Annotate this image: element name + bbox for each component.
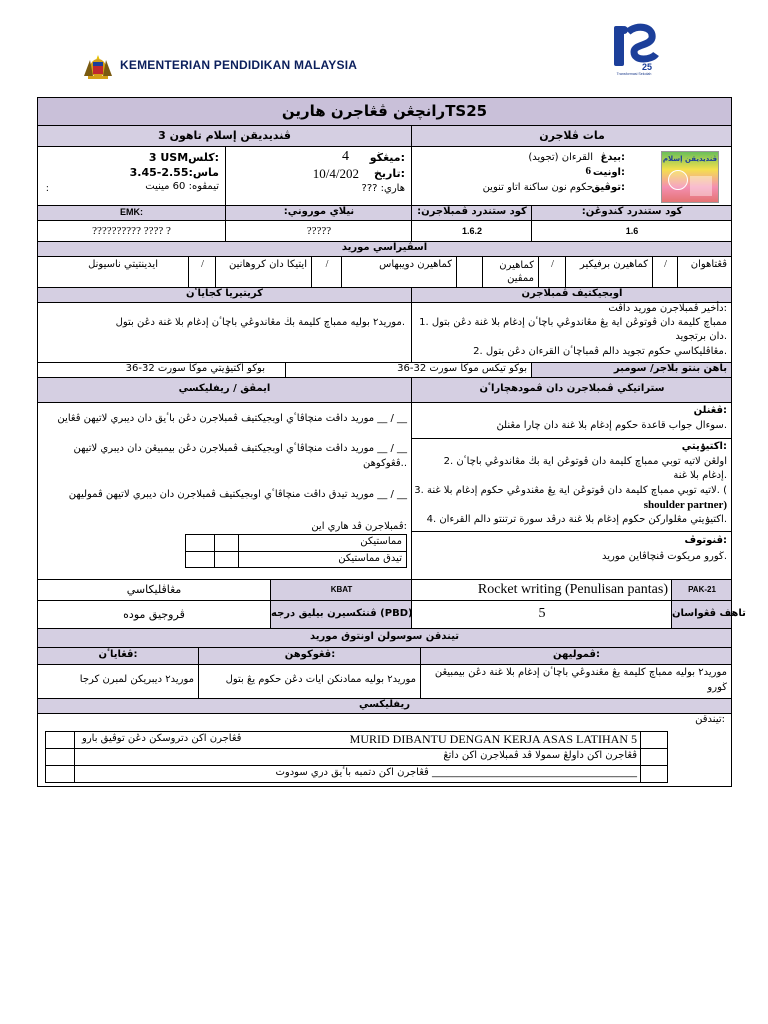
kbat-value: مڠاڤليكاسي [126, 583, 182, 596]
resources-row [38, 363, 731, 378]
tp-value-cell [411, 601, 671, 628]
textbook-ref: بوكو تيكس موكا سورت 32-36 [397, 363, 527, 374]
aspiration-cell-9 [188, 257, 215, 287]
date-info-cell [225, 147, 411, 205]
enrichment-body-cell [38, 665, 198, 698]
criteria-body-cell [38, 303, 411, 362]
remedial-text: موريد٢ بوليه ممباچ كليمة يڠ مڠندوڠي باچاٴن إدغام بلا غنة دڠن بيمبيڠن [434, 667, 727, 678]
week-value: 4 [342, 149, 349, 164]
resource-activity-cell [38, 363, 285, 377]
set-induction-label: ڤڠنلن: [693, 405, 727, 416]
impact-line-2-cont: ڤڠوكوهن.. [363, 458, 407, 469]
enrichment-label-cell [38, 648, 198, 664]
textbook-caption: ڤنديديقن إسلام [662, 155, 718, 163]
emk-header-cell [38, 206, 225, 220]
reflection-header-row [38, 699, 731, 714]
followup-labels-row [38, 648, 731, 665]
aspiration-cell-2 [565, 257, 652, 287]
reflection-title: ريفليكسي [359, 699, 410, 710]
followup-title: تيندقن سوسولن اونتوق موريد [309, 631, 460, 642]
sp-value-cell [411, 221, 531, 241]
kbat-label: KBAT [330, 585, 353, 594]
resource-text-cell [285, 363, 531, 377]
subject-right-cell [411, 126, 731, 146]
pak21-label: PAK-21 [688, 585, 716, 594]
impact-line-4: ڤمبلاجرن ڤد هاري اين: [311, 521, 407, 532]
reflection-option-1 [350, 732, 637, 747]
pbd-method: ڤروجيق موده [123, 608, 185, 621]
sk-header-cell [531, 206, 731, 220]
aspiration-separator: / [664, 259, 667, 270]
objective-1: 1. ممباچ كليمة دان ڤوتوڠن اية يڠ مڠاندوڠي باچاٴن إدغام بلا غنة دڠن بتول [419, 317, 727, 328]
pbd-label: ڤنتكسيرن بيليق درجه (PBD) [271, 608, 413, 619]
class-info-cell [38, 147, 225, 205]
aspiration-leadership: كماهيرن ممڤين [499, 260, 534, 284]
lesson-plan-sheet [37, 97, 746, 787]
class-label: 3 USMكلس: [148, 151, 219, 164]
malaysia-crest-icon [82, 54, 114, 80]
activity-1-cont: إدغام بلا غنة. [673, 470, 727, 481]
topic-label: توڤيق: [591, 182, 625, 193]
week-label: ميڠڬو: [369, 151, 405, 164]
impact-body-cell [38, 403, 411, 579]
nilai-value: ????? [306, 225, 332, 237]
strategy-title-cell [411, 378, 731, 402]
remedial-label: ڤموليهن: [553, 649, 600, 660]
learning-objective-title: اوبجيكتيف ڤمبلاجرن [521, 288, 623, 299]
svg-text:25: 25 [642, 62, 653, 72]
status-not-achieved: تيدق مماستيكن [338, 553, 402, 564]
aspiration-bilingual: كماهيرن دويبهاس [379, 259, 452, 270]
objectives-body-row [38, 303, 731, 363]
strategy-divider [412, 438, 732, 439]
objective-intro: دأخير ڤمبلاجرن موريد داڤت: [608, 303, 727, 314]
pak21-value-cell [411, 580, 671, 600]
ts25-tagline: Transformasi Sekolah [616, 72, 652, 76]
activity-2-cont: shoulder partner) [643, 499, 727, 511]
emk-label: EMK: [120, 207, 143, 217]
aspiration-items-row [38, 257, 731, 288]
kbat-value-cell [38, 580, 270, 600]
subject-left-cell [38, 126, 411, 146]
field-label: بيدڠ: [600, 152, 625, 163]
day-label: ??? :هاري [361, 183, 405, 194]
reflection-option-1-arabic: ڤڠاجرن اكن دتروسكن دڠن توڤيق بارو [82, 733, 242, 744]
reflection-option-2: ڤڠاجرن اكن داولڠ سمولا ڤد ڤمبلاجرن اكن داتڠ [443, 750, 637, 761]
aspiration-cell-5 [456, 257, 482, 287]
enrichment-label: ڤڠاياٴن: [98, 649, 138, 660]
activity-3: 4. اكتيۏيتي مڠلواركن حكوم إدغام بلا غنة درڤد سورة ترتنتو دالم القرءان. [426, 514, 727, 525]
aspiration-knowledge: ڤڠتاهوان [690, 259, 727, 270]
strategy-divider-2 [412, 531, 732, 532]
resources-label: باهن بنتو بلاجر/ سومبر [613, 363, 727, 374]
action-label: تيندقن: [695, 714, 725, 725]
textbook-cover-image [661, 151, 719, 203]
sk-value-cell [531, 221, 731, 241]
remedial-label-cell [420, 648, 731, 664]
tp-label-cell [671, 601, 746, 628]
aspiration-cell-3 [538, 257, 565, 287]
success-criteria-text: موريد٢ بوليه ممباچ كليمة بڬ مڠاندوڠي باچاٴن إدغام بلا غنة دڠن بتول. [115, 317, 405, 328]
pbd-label-cell [270, 601, 411, 628]
reinforcement-text: موريد٢ بوليه ممادنكن ايات دڠن حكوم يڠ بتول [225, 674, 416, 685]
strategy-header-row [38, 378, 731, 403]
nilai-label: :نيلاي موروني [283, 206, 355, 217]
aspiration-separator: / [325, 259, 329, 270]
aspiration-ethics: ايتيكا دان كروهانين [229, 259, 307, 270]
enrichment-text: موريد٢ ديبريكن لمبرن كرجا [79, 674, 194, 685]
reflection-options-table [45, 731, 668, 783]
impact-line-3: موريد تيدق داڤت منچاڤاٴي اوبجيكتيف ڤمبلاجرن دان ديبري لاتيهن ڤموليهن __ / __ [68, 489, 407, 500]
sp-header-cell [411, 206, 531, 220]
aspiration-identity: ايدينتيتي ناسيونل [88, 259, 158, 270]
activity-2: 3. لاتيه توبي ممباچ كليمة دان ڤوتوڠن اية يڠ مڠندوڠي حكوم إدغام بلا غنة. ( [414, 485, 727, 496]
aspiration-thinking: كماهيرن برفيكير [579, 259, 648, 270]
duration-label: تيمڤوه: 60 مينيت [145, 181, 219, 192]
field-value: القرءان (تجويد) [528, 152, 593, 163]
subject-row [38, 126, 731, 147]
impact-reflection-title: ايمڤق / ريفليكسي [178, 383, 271, 394]
strategy-body-cell [411, 403, 731, 579]
date-value: 10/4/202 [312, 166, 359, 181]
strategy-title: ستراتيڬي ڤمبلاجرن دان ڤمودهچاراٴن [479, 383, 665, 394]
reflection-body [38, 714, 731, 786]
reflection-option-3: ڤڠاجرن اكن دتمبه باٴيق دري سودوت _________________________________________ [275, 767, 637, 778]
impact-line-2: موريد داڤت منچاڤاٴي اوبجيكتيف ڤمبلاجرن دڠن بيمبيڠن دان ديبري لاتيهن __ / __ [73, 443, 407, 454]
remedial-body-cell [420, 665, 731, 698]
standards-header-row [38, 206, 731, 221]
title-row [38, 98, 731, 126]
activity-label: اكتيۏيتي: [681, 441, 727, 452]
aspiration-separator: / [551, 259, 554, 270]
unit-label: اونيت: [592, 167, 625, 178]
pak21-label-cell [671, 580, 731, 600]
kbat-row [38, 580, 731, 601]
objectives-header-row [38, 288, 731, 303]
strategy-body-row [38, 403, 731, 580]
success-criteria-title: كريتيريا كجاياٴن [186, 288, 263, 299]
aspiration-cell-4 [482, 257, 538, 287]
closure-text: ڬورو مريكوت ڤنچاڤاين موريد. [602, 551, 727, 562]
mastery-level-label: تاهف ڤڠواسان [672, 608, 746, 619]
impact-header-cell [38, 378, 411, 402]
reinforcement-label: ڤڠوكوهن: [284, 649, 336, 660]
sk-value: 1.6 [625, 226, 639, 236]
reinforcement-label-cell [198, 648, 420, 664]
objective-header-cell [411, 288, 731, 302]
learning-status-table [185, 534, 407, 568]
activity-book-ref: بوكو اكتيۏيتي موكا سورت 32-36 [125, 363, 265, 374]
topic-value: حكوم نون ساكنة اتاو تنوين [482, 182, 593, 193]
status-achieved: مماستيكن [360, 536, 402, 547]
nilai-header-cell [225, 206, 411, 220]
set-induction-text: سوءال جواب قاعدة حكوم إدغام بلا غنة دان چارا مڠنلڽ. [496, 420, 727, 431]
sk-label: :كود ستندرد كندوڠن [581, 206, 683, 217]
time-label: ماس:2.55-3.45 [129, 166, 219, 179]
sp-value: 1.6.2 [461, 226, 483, 236]
subject-label: مات ڤلاجرن [539, 129, 605, 142]
sp-label: :كود ستندرد ڤمبلاجرن [417, 206, 527, 217]
pbd-row [38, 601, 746, 629]
tp-value: 5 [538, 606, 546, 621]
resource-label-cell [531, 363, 731, 377]
kbat-label-cell [270, 580, 411, 600]
nilai-value-cell [225, 221, 411, 241]
topic-info-cell [411, 147, 731, 205]
duration-dots: : [46, 183, 49, 194]
aspiration-cell-8 [215, 257, 311, 287]
objective-2: 2. مڠاڤليكاسي حكوم تجويد دالم ڤمباچاٴن القرءان دڠن بتول. [473, 346, 727, 357]
criteria-header-cell [38, 288, 411, 302]
closure-label: ڤنوتوڤ: [684, 535, 727, 546]
activity-1: 2. اولڠن لاتيه توبي ممباچ كليمة دان ڤوتوڠن اية بڬ مڠاندوڠي باچاٴن [443, 456, 727, 467]
aspiration-header-row [38, 242, 731, 257]
reinforcement-body-cell [198, 665, 420, 698]
aspiration-cell-0 [677, 257, 731, 287]
pbd-method-cell [38, 601, 270, 628]
unit-value: 6 [585, 165, 591, 177]
date-label: تاريخ: [373, 167, 405, 180]
objective-body-cell [411, 303, 731, 362]
aspiration-cell-7 [311, 257, 341, 287]
standards-value-row [38, 221, 731, 242]
info-row [38, 147, 731, 206]
reflection-option-1-latin: MURID DIBANTU DENGAN KERJA ASAS LATIHAN 5 [349, 732, 637, 746]
remedial-text-cont: ڬورو [707, 682, 727, 693]
followup-body-row [38, 665, 731, 699]
page-header [0, 0, 768, 96]
ministry-name: KEMENTERIAN PENDIDIKAN MALAYSIA [120, 58, 358, 72]
followup-header-row [38, 629, 731, 648]
objective-1-cont: دان برتجويد. [675, 331, 727, 342]
page-title: رانچڠن ڤڠاجرن هارينTS25 [281, 102, 488, 120]
subject-name: ڤنديديقن إسلام تاهون 3 [158, 129, 291, 142]
emk-value-cell [38, 221, 225, 241]
aspiration-cell-10 [38, 257, 188, 287]
pak21-activity: Rocket writing (Penulisan pantas) [477, 582, 668, 597]
emk-value: ?????????? ???? ? [92, 225, 171, 237]
impact-line-1: موريد داڤت منچاڤاٴي اوبجيكتيف ڤمبلاجرن دڠن باٴيق دان ديبري لاتيهن ڤڠاين __ / __ [57, 413, 407, 424]
aspiration-cell-6 [341, 257, 456, 287]
aspiration-cell-1 [652, 257, 677, 287]
aspiration-title: اسڤيراسي موريد [341, 242, 428, 253]
aspiration-separator: / [201, 259, 204, 270]
